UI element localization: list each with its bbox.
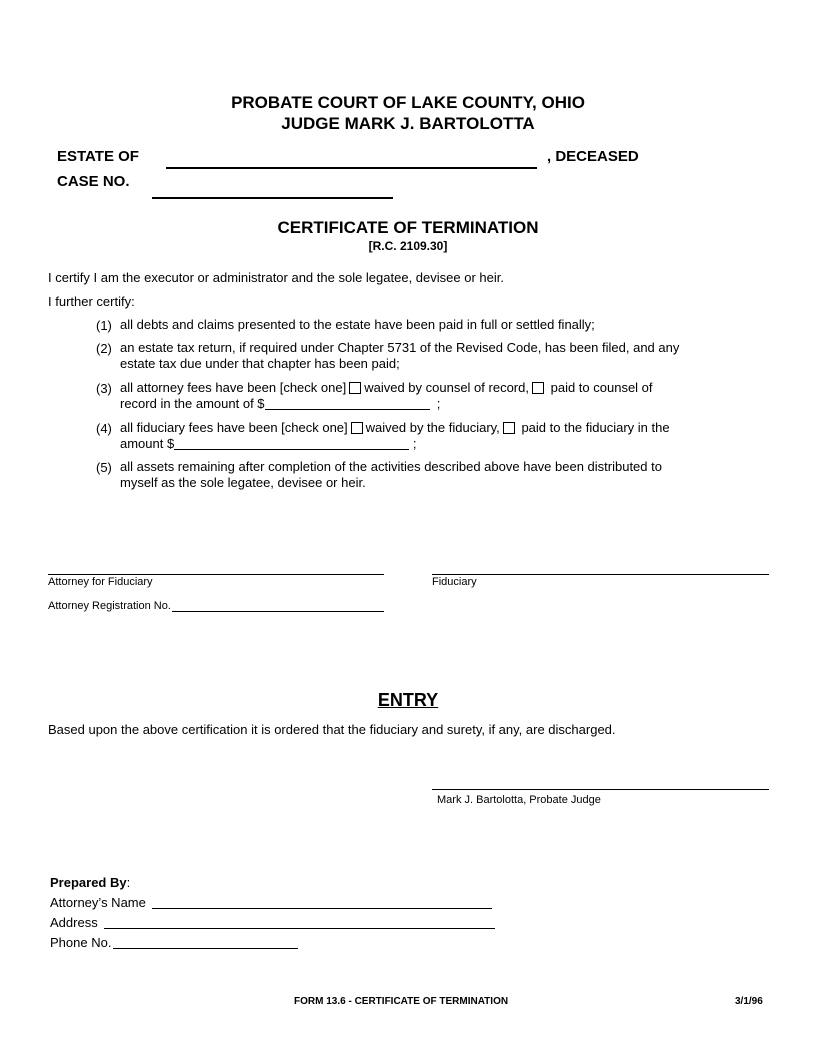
fiduciary-amount-field[interactable] (174, 436, 409, 450)
entry-heading: ENTRY (377, 690, 439, 710)
item-number: (4) (96, 421, 112, 436)
waived-by-counsel-label: waived by counsel of record, (364, 380, 529, 395)
attorney-fees-prefix: all attorney fees have been [check one] (120, 380, 347, 395)
item-suffix: ; (436, 396, 441, 411)
item-number: (5) (96, 460, 112, 475)
estate-name-field[interactable] (166, 148, 537, 169)
form-date-footer: 3/1/96 (735, 996, 763, 1007)
further-certify-label: I further certify: (48, 294, 135, 309)
prepared-by-label: Prepared By (50, 875, 127, 890)
judge-signature-line[interactable] (432, 789, 769, 790)
item-text: all assets remaining after completion of the activities described above have been distributed to myself as the sole legatee, devisee or heir. (120, 459, 662, 490)
case-number-field[interactable] (152, 178, 393, 199)
court-title: PROBATE COURT OF LAKE COUNTY, OHIO (231, 93, 585, 112)
attorney-for-fiduciary-label: Attorney for Fiduciary (48, 576, 153, 588)
waived-by-fiduciary-checkbox[interactable] (351, 422, 363, 434)
item-text: an estate tax return, if required under Chapter 5731 of the Revised Code, has been filed, and any estate tax due under that chapter has been paid; (120, 340, 680, 371)
paid-to-fiduciary-checkbox[interactable] (503, 422, 515, 434)
item-suffix: ; (412, 436, 417, 451)
registration-number-label: Attorney Registration No. (48, 600, 171, 612)
entry-order-text: Based upon the above certification it is ordered that the fiduciary and surety, if any, are discharged. (48, 722, 616, 737)
item-number: (2) (96, 341, 112, 356)
phone-label: Phone No. (50, 935, 112, 950)
address-label: Address (50, 915, 98, 930)
waived-by-fiduciary-label: waived by the fiduciary, (365, 420, 500, 435)
fiduciary-label: Fiduciary (432, 576, 477, 588)
paid-to-counsel-label: paid to counsel of record in the amount of $ (120, 380, 653, 411)
prepared-by-colon: : (126, 875, 131, 890)
item-text: all debts and claims presented to the estate have been paid in full or settled finally; (120, 317, 595, 332)
attorney-name-field[interactable] (152, 908, 492, 909)
counsel-amount-field[interactable] (265, 396, 430, 410)
paid-to-counsel-checkbox[interactable] (532, 382, 544, 394)
document-title: CERTIFICATE OF TERMINATION (277, 218, 539, 237)
paid-to-fiduciary-label: paid to the fiduciary in the amount $ (120, 420, 670, 451)
attorney-name-label: Attorney’s Name (50, 895, 146, 910)
waived-by-counsel-checkbox[interactable] (349, 382, 361, 394)
case-no-label: CASE NO. (57, 173, 130, 190)
judge-title: JUDGE MARK J. BARTOLOTTA (281, 114, 535, 133)
address-field[interactable] (104, 928, 495, 929)
estate-of-label: ESTATE OF (57, 148, 139, 165)
fiduciary-signature-line[interactable] (432, 574, 769, 575)
certify-statement: I certify I am the executor or administrator and the sole legatee, devisee or heir. (48, 270, 504, 285)
statute-reference: [R.C. 2109.30] (368, 239, 448, 253)
attorney-signature-line[interactable] (48, 574, 384, 575)
deceased-label: , DECEASED (547, 148, 639, 165)
registration-number-field[interactable] (172, 611, 384, 612)
item-number: (1) (96, 318, 112, 333)
prepared-by-heading (50, 875, 130, 891)
item-number: (3) (96, 381, 112, 396)
phone-field[interactable] (113, 948, 298, 949)
judge-signature-label: Mark J. Bartolotta, Probate Judge (437, 794, 601, 806)
fiduciary-fees-prefix: all fiduciary fees have been [check one] (120, 420, 348, 435)
form-title-footer: FORM 13.6 - CERTIFICATE OF TERMINATION (294, 996, 509, 1007)
